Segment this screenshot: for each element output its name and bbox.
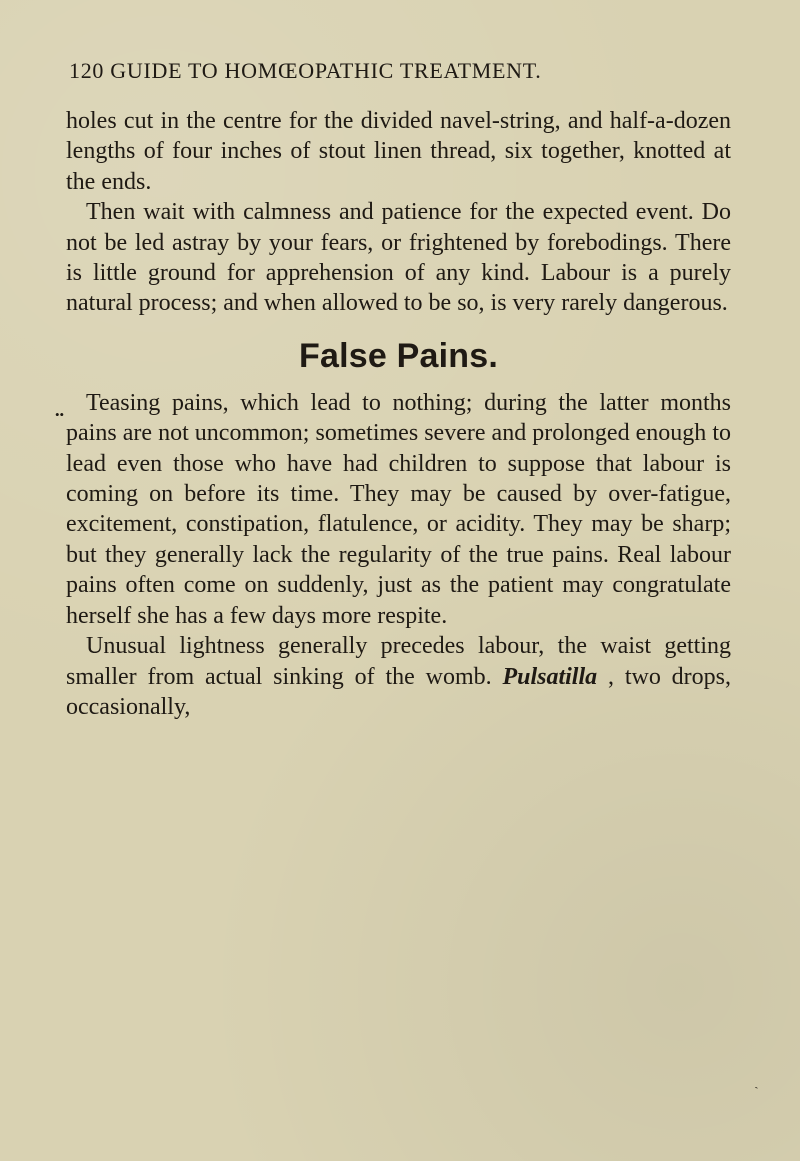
paragraph-2: Then wait with calmness and patience for the expected event. Do not be led astray by your fears, or frightened by forebodings. There is little ground for apprehension of any kind. Labour is a purely natural process; and when allowed to be so, is very rarely dangerous. bbox=[66, 199, 731, 317]
section-heading: False Pains. bbox=[299, 336, 498, 375]
paragraph-4-text-before: Unusual lightness generally precedes labour, the waist getting smaller from actual sinking of the womb. bbox=[66, 633, 731, 690]
paragraph-4 bbox=[66, 631, 731, 722]
paragraph-3: Teasing pains, which lead to nothing; during the latter months pains are not uncommon; sometimes severe and prolonged enough to lead even those who have had children to suppose that labour is coming on before its time. They may be caused by over-fatigue, excitement, constipation, flatulence, or acidity. They may be sharp; but they generally lack the regularity of the true pains. Real labour pains often come on suddenly, just as the patient may congratulate herself she has a few days more respite. bbox=[66, 389, 731, 629]
margin-mark-left: •• bbox=[55, 407, 65, 422]
paragraph-4-text-after: , two drops, occasionally, bbox=[66, 663, 731, 720]
page-content bbox=[66, 106, 731, 722]
margin-mark-right: ` bbox=[753, 1083, 763, 1099]
page-header: 120 GUIDE TO HOMŒOPATHIC TREATMENT. bbox=[69, 58, 542, 83]
remedy-term: Pulsatilla bbox=[502, 663, 598, 690]
paragraph-1: holes cut in the centre for the divided navel-string, and half-a-dozen lengths of four inches of stout linen thread, six together, knotted at the ends. bbox=[66, 108, 731, 195]
